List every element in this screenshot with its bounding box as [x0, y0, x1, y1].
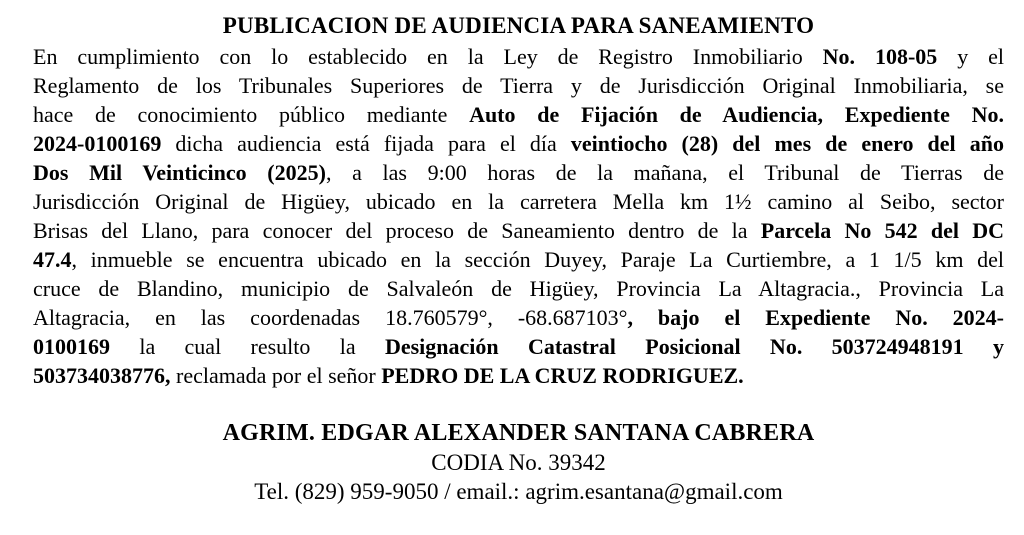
- notice-paragraph: [33, 42, 1004, 390]
- emphasized-text: veintiocho (28) del mes de enero del año: [570, 131, 1004, 156]
- body-text: la cual resulto la: [110, 334, 385, 359]
- body-text: y el: [937, 44, 1004, 69]
- emphasized-text: 2024-0100169: [33, 131, 162, 156]
- body-text: dicha audiencia está fijada para el día: [161, 131, 571, 156]
- paragraph-line: [33, 129, 1004, 158]
- notice-title: PUBLICACION DE AUDIENCIA PARA SANEAMIENTO: [222, 13, 815, 38]
- surveyor-name: AGRIM. EDGAR ALEXANDER SANTANA CABRERA: [222, 420, 815, 446]
- body-text: , inmueble se encuentra ubicado en la sección Duyey, Paraje La Curtiembre, a 1 1/5 km del: [71, 247, 1004, 272]
- notice-document: [33, 11, 1004, 506]
- body-text: reclamada por el señor: [170, 363, 382, 388]
- paragraph-line: [33, 303, 1004, 332]
- section-gap: [33, 390, 1004, 418]
- emphasized-text: Dos Mil Veinticinco (2025): [33, 160, 326, 185]
- paragraph-line: [33, 187, 1004, 216]
- emphasized-text: PEDRO DE LA CRUZ RODRIGUEZ.: [381, 363, 744, 388]
- emphasized-text: No. 108-05: [822, 44, 938, 69]
- emphasized-text: , bajo el Expediente No. 2024-: [627, 305, 1005, 330]
- emphasized-text: Designación Catastral Posicional No. 503724948191 y: [384, 334, 1004, 359]
- emphasized-text: 0100169: [33, 334, 110, 359]
- emphasized-text: 47.4: [33, 247, 72, 272]
- paragraph-line: [33, 245, 1004, 274]
- body-text: Jurisdicción Original de Higüey, ubicado en la carretera Mella km 1½ camino al Seibo, sector: [33, 189, 1004, 214]
- body-text: , a las 9:00 horas de la mañana, el Tribunal de Tierras de: [325, 160, 1004, 185]
- paragraph-line: [33, 332, 1004, 361]
- paragraph-line: [33, 158, 1004, 187]
- paragraph-line: [33, 216, 1004, 245]
- paragraph-line: [33, 71, 1004, 100]
- paragraph-line: [33, 42, 1004, 71]
- body-text: cruce de Blandino, municipio de Salvaleón de Higüey, Provincia La Altagracia., Provincia La: [33, 276, 1004, 301]
- paragraph-line: [33, 361, 1004, 390]
- body-text: Brisas del Llano, para conocer del proceso de Saneamiento dentro de la: [33, 218, 761, 243]
- body-text: Altagracia, en las coordenadas 18.760579°, -68.687103°: [33, 305, 628, 330]
- body-text: hace de conocimiento público mediante: [33, 102, 470, 127]
- emphasized-text: Auto de Fijación de Audiencia, Expediente No.: [469, 102, 1004, 127]
- contact-line: Tel. (829) 959-9050 / email.: agrim.esantana@gmail.com: [254, 479, 783, 504]
- paragraph-line: [33, 274, 1004, 303]
- body-text: Reglamento de los Tribunales Superiores de Tierra y de Jurisdicción Original Inmobiliaria, se: [33, 73, 1004, 98]
- paragraph-line: [33, 100, 1004, 129]
- codia-number: CODIA No. 39342: [431, 450, 606, 475]
- emphasized-text: Parcela No 542 del DC: [760, 218, 1004, 243]
- emphasized-text: 503734038776,: [33, 363, 171, 388]
- body-text: En cumplimiento con lo establecido en la Ley de Registro Inmobiliario: [33, 44, 823, 69]
